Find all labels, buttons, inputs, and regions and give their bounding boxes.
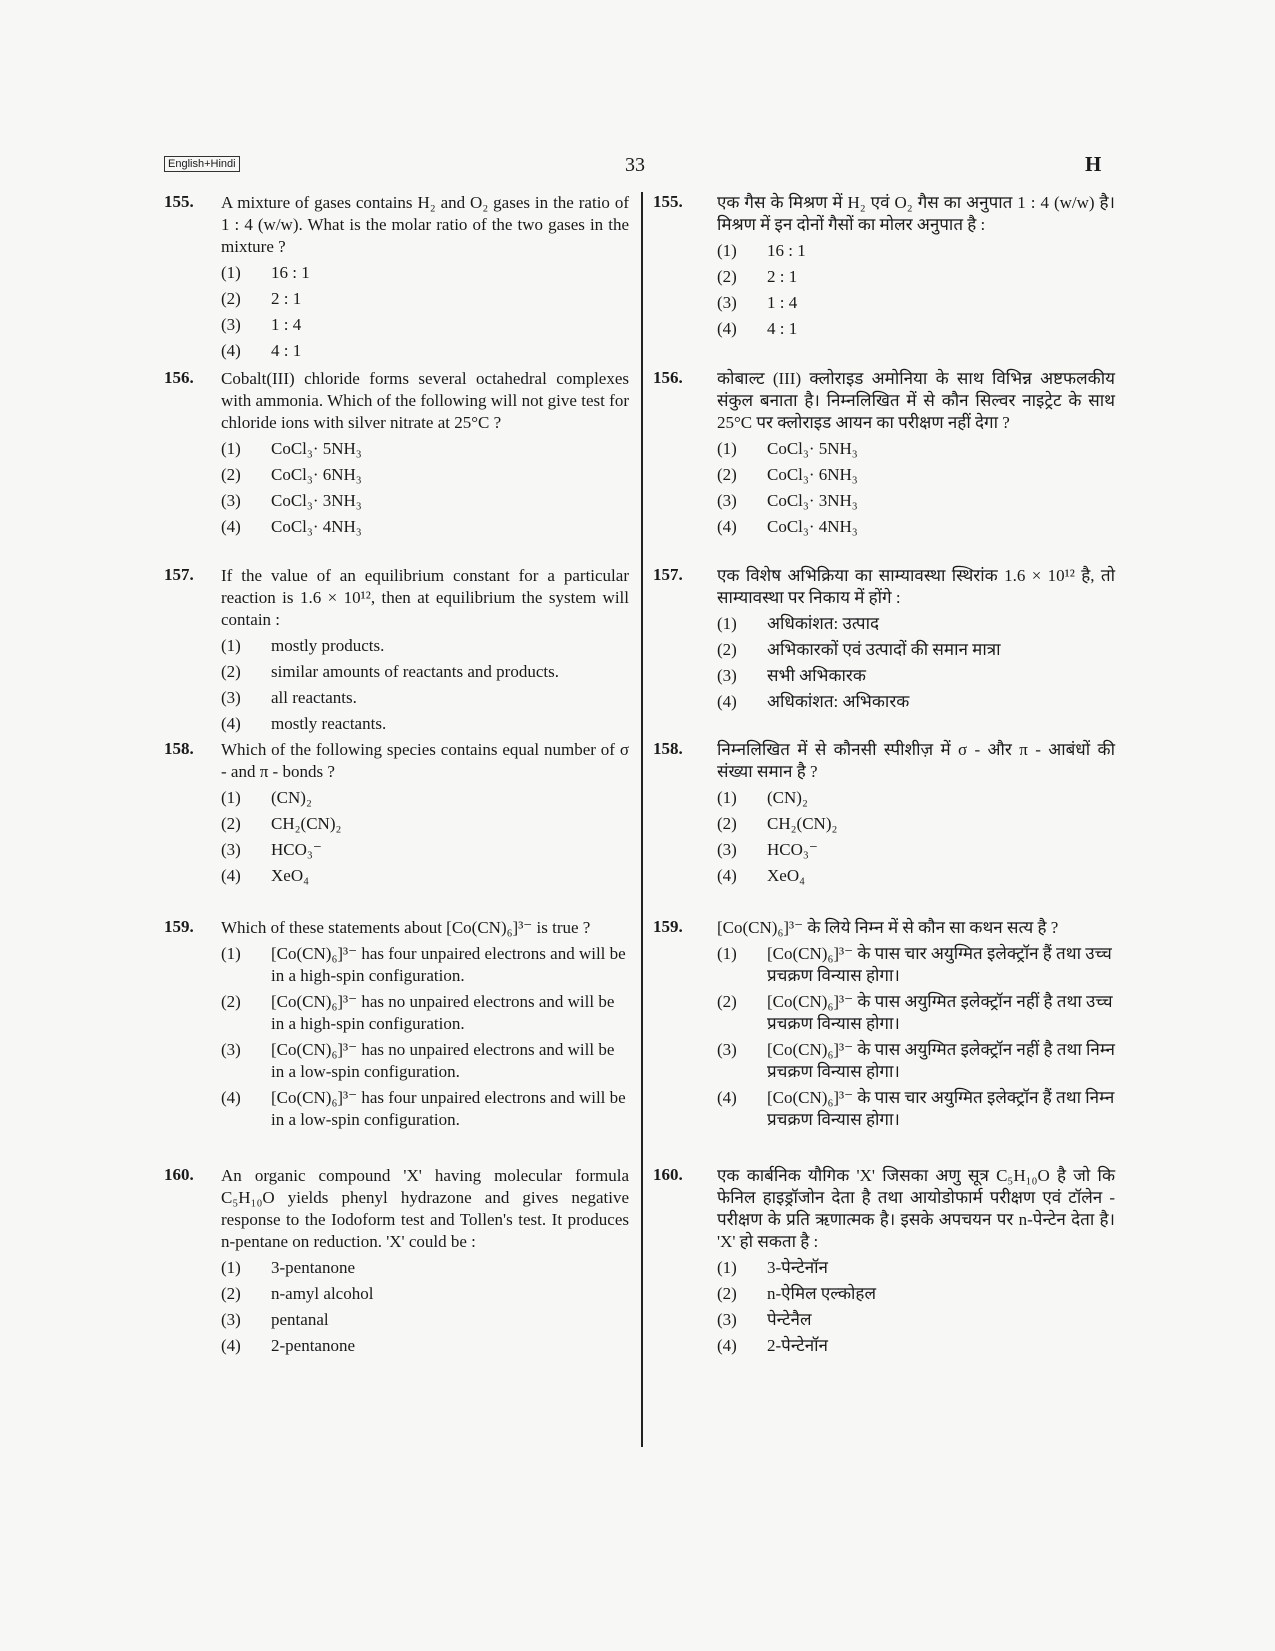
option-number: (4) (717, 1088, 737, 1107)
option-number: (3) (221, 1310, 241, 1329)
option-text: अधिकांशत: अभिकारक (767, 692, 910, 711)
option-3[interactable] (221, 1039, 629, 1083)
question-text: कोबाल्ट (III) क्लोराइड अमोनिया के साथ विभिन्न अष्टफलकीय संकुल बनाता है। निम्नलिखित में से कौन सिल्वर नाइट्रेट के साथ 25°C पर क्लोराइड आयन का परीक्षण नहीं देगा ? (717, 369, 1115, 432)
option-text: अधिकांशत: उत्पाद (767, 614, 880, 633)
option-number: (2) (221, 465, 241, 484)
option-number: (2) (221, 289, 241, 308)
option-text: CoCl₃· 3NH₃ (271, 491, 362, 510)
option-number: (3) (221, 1040, 241, 1059)
option-4[interactable] (221, 516, 629, 538)
option-text: [Co(CN)₆]³⁻ के पास चार अयुग्मित इलेक्ट्रॉन हैं तथा निम्न प्रचक्रण विन्यास होगा। (767, 1088, 1115, 1129)
option-1[interactable] (717, 1257, 1115, 1279)
question-157-en (164, 565, 629, 739)
option-3[interactable] (717, 1309, 1115, 1331)
option-number: (3) (717, 840, 737, 859)
option-text: 4 : 1 (271, 341, 302, 360)
option-3[interactable] (221, 839, 629, 861)
option-text: 2 : 1 (767, 267, 798, 286)
option-number: (4) (221, 517, 241, 536)
option-2[interactable] (717, 639, 1115, 661)
option-number: (4) (717, 319, 737, 338)
option-1[interactable] (221, 262, 629, 284)
question-156-en (164, 368, 629, 565)
option-text: HCO₃⁻ (767, 840, 818, 859)
option-list (717, 1257, 1115, 1357)
option-text: [Co(CN)₆]³⁻ has four unpaired electrons and will be in a low-spin configuration. (271, 1088, 626, 1129)
option-text: 2-पेन्टेनॉन (767, 1336, 828, 1355)
option-4[interactable] (221, 340, 629, 362)
option-2[interactable] (717, 464, 1115, 486)
option-text: n-ऐमिल एल्कोहल (767, 1284, 876, 1303)
option-text: [Co(CN)₆]³⁻ के पास चार अयुग्मित इलेक्ट्रॉन हैं तथा उच्च प्रचक्रण विन्यास होगा। (767, 944, 1112, 985)
option-text: 4 : 1 (767, 319, 798, 338)
option-number: (1) (717, 944, 737, 963)
option-text: CoCl₃· 6NH₃ (271, 465, 362, 484)
option-2[interactable] (221, 991, 629, 1035)
option-number: (3) (717, 666, 737, 685)
option-3[interactable] (221, 314, 629, 336)
option-number: (1) (221, 636, 241, 655)
option-text: (CN)₂ (271, 788, 312, 807)
option-4[interactable] (221, 865, 629, 887)
question-number: 157. (164, 565, 194, 584)
question-text: [Co(CN)₆]³⁻ के लिये निम्न में से कौन सा कथन सत्य है ? (717, 918, 1059, 937)
option-text: 3-pentanone (271, 1258, 356, 1277)
option-text: 3-पेन्टेनॉन (767, 1258, 828, 1277)
option-text: [Co(CN)₆]³⁻ has four unpaired electrons and will be in a high-spin configuration. (271, 944, 626, 985)
question-number: 160. (164, 1165, 194, 1184)
option-list (717, 613, 1115, 713)
question-number: 155. (653, 192, 683, 211)
english-column (164, 192, 629, 1361)
option-text: 1 : 4 (271, 315, 302, 334)
option-list (221, 787, 629, 887)
question-158-hi (653, 739, 1115, 917)
option-text: CoCl₃· 5NH₃ (271, 439, 362, 458)
option-number: (1) (717, 1258, 737, 1277)
option-4[interactable] (717, 691, 1115, 713)
option-2[interactable] (221, 464, 629, 486)
option-text: mostly products. (271, 636, 385, 655)
question-number: 156. (653, 368, 683, 387)
option-number: (1) (221, 439, 241, 458)
option-list (221, 635, 629, 735)
question-156-hi (653, 368, 1115, 565)
option-text: XeO₄ (767, 866, 806, 885)
option-text: CoCl₃· 5NH₃ (767, 439, 858, 458)
option-list (221, 438, 629, 538)
option-number: (4) (717, 692, 737, 711)
option-number: (4) (717, 1336, 737, 1355)
option-list (717, 787, 1115, 887)
option-text: सभी अभिकारक (767, 666, 866, 685)
question-text: निम्नलिखित में से कौनसी स्पीशीज़ में σ - और π - आबंधों की संख्या समान है ? (717, 740, 1115, 781)
option-3[interactable] (717, 490, 1115, 512)
option-number: (2) (717, 814, 737, 833)
option-text: all reactants. (271, 688, 357, 707)
option-number: (2) (221, 814, 241, 833)
question-text: Which of the following species contains equal number of σ - and π - bonds ? (221, 740, 629, 781)
option-number: (4) (221, 1336, 241, 1355)
set-code: H (1085, 152, 1102, 176)
option-number: (1) (717, 439, 737, 458)
option-text: (CN)₂ (767, 788, 808, 807)
page-header (0, 148, 1275, 188)
option-4[interactable] (221, 1335, 629, 1357)
option-text: [Co(CN)₆]³⁻ has no unpaired electrons and will be in a high-spin configuration. (271, 992, 615, 1033)
question-159-hi (653, 917, 1115, 1165)
question-text: Cobalt(III) chloride forms several octahedral complexes with ammonia. Which of the following will not give test for chloride ions with silver nitrate at 25°C ? (221, 369, 629, 432)
option-text: 1 : 4 (767, 293, 798, 312)
option-number: (1) (717, 241, 737, 260)
language-label: English+Hindi (164, 156, 240, 172)
option-1[interactable] (717, 240, 1115, 262)
option-3[interactable] (717, 839, 1115, 861)
option-list (221, 943, 629, 1131)
question-157-hi (653, 565, 1115, 739)
hindi-column (653, 192, 1115, 1361)
option-1[interactable] (717, 438, 1115, 460)
option-3[interactable] (221, 490, 629, 512)
option-number: (1) (717, 614, 737, 633)
option-4[interactable] (221, 713, 629, 735)
option-2[interactable] (221, 813, 629, 835)
option-text: 16 : 1 (767, 241, 806, 260)
option-number: (3) (221, 688, 241, 707)
option-list (717, 438, 1115, 538)
option-text: CH₂(CN)₂ (767, 814, 838, 833)
option-text: XeO₄ (271, 866, 310, 885)
question-text: एक विशेष अभिक्रिया का साम्यावस्था स्थिरांक 1.6 × 10¹² है, तो साम्यावस्था पर निकाय में होंगे : (717, 566, 1115, 607)
option-1[interactable] (221, 438, 629, 460)
question-number: 156. (164, 368, 194, 387)
option-2[interactable] (221, 288, 629, 310)
option-2[interactable] (717, 991, 1115, 1035)
question-158-en (164, 739, 629, 917)
option-4[interactable] (717, 1335, 1115, 1357)
option-text: n-amyl alcohol (271, 1284, 374, 1303)
question-text: An organic compound 'X' having molecular formula C₅H₁₀O yields phenyl hydrazone and gives negative response to the Iodoform test and Tollen's test. It produces n-pentane on reduction. 'X' could be : (221, 1166, 629, 1251)
option-number: (2) (221, 1284, 241, 1303)
option-number: (3) (221, 491, 241, 510)
option-1[interactable] (717, 787, 1115, 809)
option-1[interactable] (717, 943, 1115, 987)
option-text: pentanal (271, 1310, 329, 1329)
option-3[interactable] (717, 1039, 1115, 1083)
question-number: 155. (164, 192, 194, 211)
question-160-hi (653, 1165, 1115, 1357)
question-number: 160. (653, 1165, 683, 1184)
option-1[interactable] (221, 1257, 629, 1279)
option-number: (3) (717, 293, 737, 312)
option-4[interactable] (717, 516, 1115, 538)
option-1[interactable] (221, 787, 629, 809)
option-text: [Co(CN)₆]³⁻ के पास अयुग्मित इलेक्ट्रॉन नहीं है तथा निम्न प्रचक्रण विन्यास होगा। (767, 1040, 1115, 1081)
question-text: A mixture of gases contains H₂ and O₂ gases in the ratio of 1 : 4 (w/w). What is the molar ratio of the two gases in the mixture ? (221, 193, 629, 256)
option-text: CoCl₃· 6NH₃ (767, 465, 858, 484)
option-4[interactable] (717, 865, 1115, 887)
question-text: एक गैस के मिश्रण में H₂ एवं O₂ गैस का अनुपात 1 : 4 (w/w) है। मिश्रण में इन दोनों गैसों का मोलर अनुपात है : (717, 193, 1115, 234)
option-4[interactable] (717, 1087, 1115, 1131)
option-4[interactable] (717, 318, 1115, 340)
option-list (717, 943, 1115, 1131)
question-number: 159. (653, 917, 683, 936)
option-list (221, 262, 629, 362)
question-159-en (164, 917, 629, 1165)
option-number: (2) (717, 1284, 737, 1303)
option-4[interactable] (221, 1087, 629, 1131)
option-text: 2-pentanone (271, 1336, 356, 1355)
option-text: CoCl₃· 4NH₃ (767, 517, 858, 536)
option-number: (3) (717, 491, 737, 510)
option-number: (1) (221, 1258, 241, 1277)
option-3[interactable] (221, 1309, 629, 1331)
option-text: HCO₃⁻ (271, 840, 322, 859)
option-3[interactable] (717, 292, 1115, 314)
option-number: (2) (717, 267, 737, 286)
option-2[interactable] (717, 266, 1115, 288)
column-divider (641, 192, 643, 1447)
option-text: 16 : 1 (271, 263, 310, 282)
option-text: mostly reactants. (271, 714, 387, 733)
question-text: Which of these statements about [Co(CN)₆]³⁻ is true ? (221, 918, 591, 937)
option-number: (3) (221, 315, 241, 334)
option-number: (4) (221, 714, 241, 733)
option-number: (1) (717, 788, 737, 807)
option-number: (2) (717, 992, 737, 1011)
option-number: (3) (221, 840, 241, 859)
option-number: (4) (717, 866, 737, 885)
option-1[interactable] (221, 943, 629, 987)
option-text: [Co(CN)₆]³⁻ के पास अयुग्मित इलेक्ट्रॉन नहीं है तथा उच्च प्रचक्रण विन्यास होगा। (767, 992, 1113, 1033)
option-list (221, 1257, 629, 1357)
question-number: 159. (164, 917, 194, 936)
question-number: 158. (653, 739, 683, 758)
option-text: अभिकारकों एवं उत्पादों की समान मात्रा (767, 640, 1001, 659)
option-number: (4) (221, 1088, 241, 1107)
question-text: If the value of an equilibrium constant for a particular reaction is 1.6 × 10¹², then at equilibrium the system will contain : (221, 566, 629, 629)
option-text: 2 : 1 (271, 289, 302, 308)
option-2[interactable] (717, 813, 1115, 835)
option-number: (2) (717, 640, 737, 659)
option-number: (4) (221, 866, 241, 885)
option-text: CoCl₃· 3NH₃ (767, 491, 858, 510)
option-text: CH₂(CN)₂ (271, 814, 342, 833)
option-number: (2) (221, 662, 241, 681)
question-number: 157. (653, 565, 683, 584)
option-number: (1) (221, 788, 241, 807)
option-text: similar amounts of reactants and products. (271, 662, 559, 681)
option-1[interactable] (221, 635, 629, 657)
option-2[interactable] (717, 1283, 1115, 1305)
question-155-en (164, 192, 629, 368)
option-number: (1) (221, 263, 241, 282)
question-number: 158. (164, 739, 194, 758)
option-1[interactable] (717, 613, 1115, 635)
option-3[interactable] (221, 687, 629, 709)
option-text: [Co(CN)₆]³⁻ has no unpaired electrons and will be in a low-spin configuration. (271, 1040, 615, 1081)
option-number: (3) (717, 1040, 737, 1059)
page-number: 33 (625, 154, 645, 176)
question-text: एक कार्बनिक यौगिक 'X' जिसका अणु सूत्र C₅H₁₀O है जो कि फेनिल हाइड्रॉजोन देता है तथा आयोडोफार्म परीक्षण एवं टॉलेन - परीक्षण के प्रति ऋणात्मक है। इसके अपचयन पर n-पेन्टेन देता है। 'X' हो सकता है : (717, 1166, 1115, 1251)
question-160-en (164, 1165, 629, 1357)
option-text: पेन्टेनैल (767, 1310, 812, 1329)
option-number: (2) (221, 992, 241, 1011)
option-list (717, 240, 1115, 340)
option-2[interactable] (221, 1283, 629, 1305)
question-155-hi (653, 192, 1115, 368)
option-number: (1) (221, 944, 241, 963)
option-number: (2) (717, 465, 737, 484)
option-number: (4) (717, 517, 737, 536)
option-3[interactable] (717, 665, 1115, 687)
option-2[interactable] (221, 661, 629, 683)
option-text: CoCl₃· 4NH₃ (271, 517, 362, 536)
option-number: (3) (717, 1310, 737, 1329)
option-number: (4) (221, 341, 241, 360)
